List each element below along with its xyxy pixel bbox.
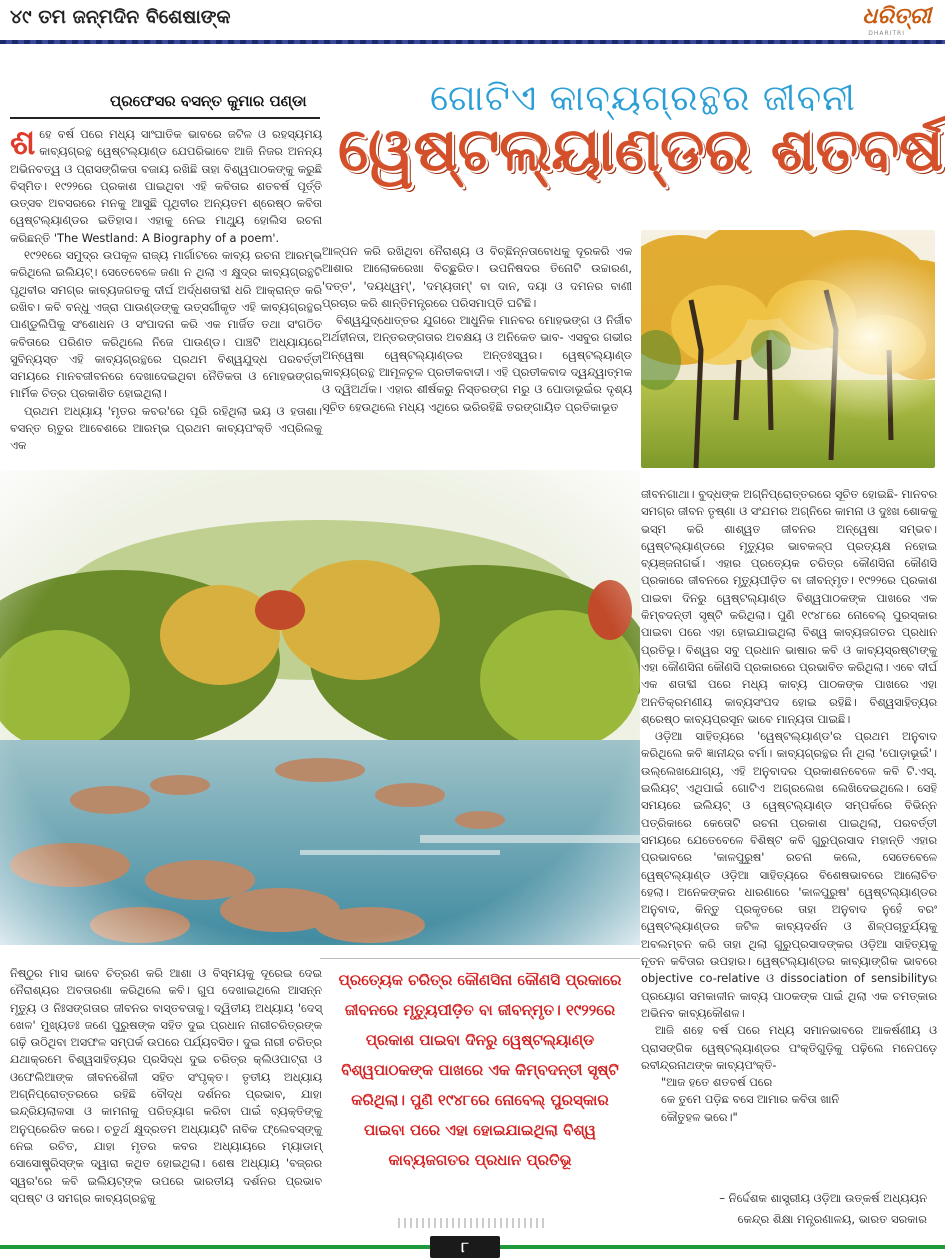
footer-ornament — [398, 1218, 548, 1228]
article-headline: ୱେଷ୍ଟଲ୍ୟାଣ୍ଡର ଶତବର୍ଷ — [338, 115, 944, 185]
page-header — [0, 0, 945, 44]
issue-label: ୪୯ ତମ ଜନ୍ମଦିନ ବିଶେଷାଙ୍କ — [10, 6, 231, 28]
paragraph: ହେ ବର୍ଷ ପରେ ମଧ୍ୟ ସାଂଘାତିକ ଭାବରେ ଜଟିଳ ଓ ରହସ୍ୟମୟ କାବ୍ୟଗ୍ରନ୍ଥ ୱେଷ୍ଟଲ୍ୟାଣ୍ଡ ଯେପରିଭାବେ ଆଜି ନିଜର ଅନନ୍ୟ ଅଭିନବତ୍ୱ ଓ ପ୍ରାସଙ୍ଗିକତା ବଜାୟ ରଖିଛି ତାହା ବିଶ୍ୱପାଠକଙ୍କୁ କରୁଛି ବିସ୍ମିତ। ୧୯୨୨ରେ ପ୍ରକାଶ ପାଇଥିବା ଏହି କବିତାର ଶତବର୍ଷ ପୂର୍ତ୍ତି ଉତ୍ସବ ଅବସରରେ ମନକୁ ଆସୁଛି ପୃଥିବୀର ଅନ୍ୟତମ ଶ୍ରେଷ୍ଠ କବିତା ୱେଷ୍ଟଲ୍ୟାଣ୍ଡର ଇତିହାସ। ଏହାକୁ ନେଇ ମାଥ୍ୟୁ ହୋଲିସ ରଚନା କରିଛନ୍ତି 'The Westland: A Biography of a poem'. — [10, 127, 322, 245]
author-byline: ପ୍ରଫେସର ବସନ୍ତ କୁମାର ପଣ୍ଡା — [110, 92, 307, 110]
paragraph: ଆଜି ଶହେ ବର୍ଷ ପରେ ମଧ୍ୟ ସମାନଭାବରେ ଆକର୍ଷଣୀୟ ଓ ପ୍ରାସଙ୍ଗିକ ୱେଷ୍ଟଲ୍ୟାଣ୍ଡର ପଂକ୍ତିଗୁଡ଼ିକୁ ପଢ଼ିଲେ ମନେପଡ଼େ ରବୀନ୍ଦ୍ରନାଥଙ୍କ କାବ୍ୟପଂକ୍ତି- — [641, 1023, 937, 1072]
column-1-bottom — [10, 965, 322, 1207]
paragraph: ୧୯୨୧ରେ ସମୁଦ୍ର ଉପକୂଳ ରାଜ୍ୟ ମାର୍ଗାଟରେ କାବ୍ୟ ରଚନା ଆରମ୍ଭ କରିଥିଲେ ଇଲିୟଟ୍। ସେତେବେଳେ ଜଣା ନ ଥିଲା ଏ କ୍ଷୁଦ୍ର କାବ୍ୟଗ୍ରନ୍ଥଟି ପୃଥିବୀର ସମଗ୍ର କାବ୍ୟଜଗତକୁ ଦୀର୍ଘ ଅର୍ଦ୍ଧଶତାବ୍ଦୀ ଧରି ଆକ୍ରାନ୍ତ କରି ରଖିବ। କବି ବନ୍ଧୁ ଏଜ୍ରା ପାଉଣ୍ଡଙ୍କୁ ଉତ୍ସର୍ଗୀକୃତ ଏହି କାବ୍ୟଗ୍ରନ୍ଥର ପାଣ୍ଡୁଲିପିକୁ ସଂଶୋଧନ ଓ ସଂପାଦନା କରି ଏକ ମାର୍ଜିତ ତଥା ସଂଗଠିତ କବିତାରେ ପରିଣତ କରିଥିଲେ ନିଜେ ପାଉଣ୍ଡ। ପାଞ୍ଚଟି ଅଧ୍ୟାୟରେ ସୁବିନ୍ୟସ୍ତ ଏହି କାବ୍ୟଗ୍ରନ୍ଥରେ ପ୍ରଥମ ବିଶ୍ୱଯୁଦ୍ଧ ପରବର୍ତ୍ତୀ ସମୟରେ ମାନବଜୀବନରେ ଦେଖାଦେଇଥିବା ନୈତିକତା ଓ ମୋହଭଙ୍ଗର ମାର୍ମିକ ଚିତ୍ର ପ୍ରକାଶିତ ହୋଇଥିଲା। — [10, 248, 322, 401]
column-2-top — [322, 243, 632, 416]
brand-logo: ଧରିତ୍ରୀ — [862, 4, 931, 29]
paragraph: ପ୍ରଥମ ଅଧ୍ୟାୟ 'ମୃତର କବର'ରେ ପୂରି ରହିଥିଲା ଭୟ ଓ ହତାଶା। ବସନ୍ତ ଋତୁର ଆବେଶରେ ଆରମ୍ଭ ପ୍ରଥମ କାବ୍ୟପଂକ୍ତି ଏପ୍ରିଲକୁ ଏକ — [10, 403, 322, 453]
page-number: ୮ — [430, 1236, 500, 1258]
paragraph: ଆଳ୍ପନ କରି ରଖିଥିବା ନୈରାଶ୍ୟ ଓ ବିଚ୍ଛିନ୍ନତାବୋଧକୁ ଦୂରକରି ଏକ ଆଶାର ଆଲୋକରେଖା ବିଚ୍ଛୁରିତ। ଉପନିଷଦର ତିନୋଟି ଉଚ୍ଚାରଣ, 'ଦତ୍ତ', 'ଦୟଧ୍ୱମ୍', 'ଦମ୍ୟତାମ୍' ବା ଦାନ, ଦୟା ଓ ଦମନର ବାଣୀ ପ୍ରଚାର କରି ଶାନ୍ତିମନ୍ତ୍ରରେ ପରିସମାପ୍ତି ଘଟିଛି। — [322, 244, 632, 310]
poem-line: କେ ତୁମେ ପଡ଼ିଛ ବସେ ଆମାର କବିତା ଖାନି — [661, 1092, 840, 1107]
article-kicker: ଗୋଟିଏ କାବ୍ୟଗ୍ରନ୍ଥର ଜୀବନୀ — [430, 78, 856, 119]
paragraph: ଜୀବନଗାଥା। ବୁଦ୍ଧଙ୍କ ଅଗ୍ନିପ୍ରୋତ୍ତରରେ ସୂଚିତ ହୋଇଛି- ମାନବର ସମଗ୍ର ଜୀବନ ତୃଷ୍ଣା ଓ ସଂଯମର ଅଗ୍ନିରେ କାମନା ଓ ଦୁଃଖ ଶୋକକୁ ଭସ୍ମ କରି ଶାଶ୍ୱତ ଜୀବନର ଅନ୍ୱେଷା ସମ୍ଭବ। ୱେଷ୍ଟଲ୍ୟାଣ୍ଡରେ ମୃତ୍ୟୁର ଭାବକଳ୍ପ ପ୍ରତ୍ୟକ୍ଷ ନହୋଇ ବ୍ୟଞ୍ଜନାଗର୍ଭ। ଏହାର ପ୍ରତ୍ୟେକ ଚରିତ୍ର କୌଣସିନା କୌଣସି ପ୍ରକାରେ ଜୀବନରେ ମୃତ୍ୟୁପୀଡ଼ିତ ବା ଜୀବନ୍ମୃତ। ୧୯୨୨ରେ ପ୍ରକାଶ ପାଇବା ଦିନରୁ ୱେଷ୍ଟଲ୍ୟାଣ୍ଡ ବିଶ୍ୱପାଠକଙ୍କ ପାଖରେ ଏକ କିମ୍ବଦନ୍ତୀ ସୃଷ୍ଟି କରିଥିଲା। ପୁଣି ୧୯୪୮ରେ ନୋବେଲ୍ ପୁରସ୍କାର ପାଇବା ପରେ ଏହା ହୋଇଯାଇଥିଲା ବିଶ୍ୱ କାବ୍ୟଜଗତର ପ୍ରଧାନ ପ୍ରତିଭୂ। ବିଶ୍ୱର ସବୁ ପ୍ରଧାନ ଭାଷାର କବି ଓ କାବ୍ୟସ୍ରଷ୍ଟାଙ୍କୁ ଏହା କୌଣସିନା କୌଣସି ପ୍ରକାରରେ ପ୍ରଭାବିତ କରିଥିଲା। ଏବେ ଦୀର୍ଘ ଏକ ଶତାବ୍ଦୀ ପରେ ମଧ୍ୟ କାବ୍ୟ ପାଠକଙ୍କ ପାଖରେ ଏହା ଅନତିକ୍ରମଣୀୟ କାବ୍ୟସଂପଦ ହୋଇ ରହିଛି। ବିଶ୍ୱସାହିତ୍ୟର ଶ୍ରେଷ୍ଠ କାବ୍ୟପ୍ରସୂନ ଭାବେ ମାନ୍ୟତା ପାଇଛି। — [641, 487, 937, 726]
poem-quote — [641, 1074, 937, 1126]
autumn-trees-photo — [641, 230, 935, 468]
byline-rule — [10, 117, 320, 119]
column-3 — [641, 486, 937, 1126]
drop-cap: ଶ — [10, 123, 36, 163]
paragraph: ବିଶ୍ୱଯୁଦ୍ଧୋତ୍ତର ଯୁଗରେ ଆଧୁନିକ ମାନବର ମୋହଭଙ୍ଗ ଓ ନିର୍ଜୀବ ଅର୍ଥହୀନତା, ଅନ୍ତରଙ୍ଗତାର ଅବକ୍ଷୟ ଓ ଅନିକେତ ଭାବ- ଏସବୁର ଗଭୀର ଅନ୍ୱେଷା ୱେଷ୍ଟଲ୍ୟାଣ୍ଡର ଅନ୍ତଃସ୍ୱର। ୱେଷ୍ଟଲ୍ୟାଣ୍ଡ କାବ୍ୟଗ୍ରନ୍ଥ ଆମୂଳଚୂଳ ପ୍ରତୀକବାଦୀ। ଏହି ପ୍ରତୀକବାଦ ଦ୍ୱନ୍ଦ୍ୱାତ୍ମକ ଓ ଦ୍ୱିଅର୍ଥକ। ଏହାର ଶୀର୍ଷକରୁ ନିସ୍ତରଙ୍ଗ ମରୁ ଓ ପୋଡାଭୂଇଁର ଦୃଶ୍ୟ ସୂଚିତ ହେଉଥିଲେ ମଧ୍ୟ ଏଥିରେ ଭରିରହିଛି ତରଙ୍ଗାୟିତ ପ୍ରତିକାଭୂତ — [322, 313, 632, 414]
credit-line: କେନ୍ଦ୍ର ଶିକ୍ଷା ମନ୍ତ୍ରଣାଳୟ, ଭାରତ ସରକାର — [737, 1212, 927, 1226]
river-forest-photo — [0, 470, 640, 945]
column-1-top — [10, 123, 322, 455]
poem-line: "ଆଜ ହତେ ଶତବର୍ଷ ପରେ — [661, 1075, 773, 1090]
quote-rule — [320, 958, 640, 959]
page-footer — [0, 1236, 945, 1258]
pull-quote: ପ୍ରତ୍ୟେକ ଚରିତ୍ର କୌଣସିନା କୌଣସି ପ୍ରକାରେ ଜୀବନରେ ମୃତ୍ୟୁପୀଡ଼ିତ ବା ଜୀବନ୍ମୃତ। ୧୯୨୨ରେ ପ୍ରକାଶ ପାଇବା ଦିନରୁ ୱେଷ୍ଟଲ୍ୟାଣ୍ଡ ବିଶ୍ୱପାଠକଙ୍କ ପାଖରେ ଏକ କିମ୍ବଦନ୍ତୀ ସୃଷ୍ଟି କରିଥିଲା। ପୁଣି ୧୯୪୮ରେ ନୋବେଲ୍ ପୁରସ୍କାର ପାଇବା ପରେ ଏହା ହୋଇଯାଇଥିଲା ବିଶ୍ୱ କାବ୍ୟଜଗତର ପ୍ରଧାନ ପ୍ରତିଭୂ — [338, 971, 622, 1169]
brand-sub: DHARITRI — [868, 30, 905, 37]
paragraph: ନିଷ୍ଠୁର ମାସ ଭାବେ ଚିତ୍ରଣ କରି ଆଶା ଓ ବିସ୍ମୟକୁ ଦୂରେଇ ଦେଇ ନୈରାଶ୍ୟର ଅବତାରଣା କରିଥିଲେ କବି। ଗୁପ ଦେଖାଇଥିଲେ ଆସନ୍ନ ମୃତ୍ୟୁ ଓ ନିଃସଙ୍ଗତାର ଜୀବନର ବାସ୍ତବତାକୁ। ଦ୍ୱିତୀୟ ଅଧ୍ୟାୟ 'ଦେସ୍ ଖେଳ' ମୁଖ୍ୟତଃ ଜଣେ ପୁରୁଷଙ୍କ ସହିତ ଦୁଇ ପ୍ରଧାନ ନାରୀଚରିତ୍ରଙ୍କ ଗଢ଼ି ଉଠିଥିବା ଅସଫଳ ସମ୍ପର୍କ ଉପରେ ପର୍ଯ୍ୟବସିତ। ଦୁଇ ନାରୀ ଚରିତ୍ର ଯଥାକ୍ରମେ ବିଶ୍ୱସାହିତ୍ୟର ପ୍ରସିଦ୍ଧ ଦୁଇ ଚରିତ୍ର କ୍ଲିଓପାଟ୍ରା ଓ ଓଫେଲିଆଙ୍କ ଜୀବନଶୈଳୀ ସହିତ ସଂପୃକ୍ତ। ତୃତୀୟ ଅଧ୍ୟାୟ ଅଗ୍ନିପ୍ରୋତ୍ତରରେ ରହିଛି ବୌଦ୍ଧ ଦର୍ଶନର ପ୍ରଭାବ, ଯାହା ଇନ୍ଦ୍ରିୟଲାଳସା ଓ କାମନାକୁ ପରିତ୍ୟାଗ କରିବା ପାଇଁ ବ୍ୟକ୍ତିଙ୍କୁ ଅନୁପ୍ରେରିତ କରେ। ଚତୁର୍ଥ କ୍ଷୁଦ୍ରତମ ଅଧ୍ୟାୟଟି ନାବିକ ଫ୍ଲେବସ୍‌ଙ୍କୁ ନେଇ ରଚିତ, ଯାହା ମୃତର କବର ଅଧ୍ୟାୟରେ ମ୍ୟାଡାମ୍ ସୋସୋଷ୍ଟ୍ରିସ୍‌ଙ୍କ ଦ୍ୱାରା କଥିତ ହୋଇଥିଲା। ଶେଷ ଅଧ୍ୟାୟ 'ବଜ୍ରର ସ୍ୱର'ରେ କବି ଇଲିୟଟ୍‌ଙ୍କ ଉପରେ ଭାରତୀୟ ଦର୍ଶନର ପ୍ରଭାବ ସ୍ପଷ୍ଟ ଓ ସମଗ୍ର କାବ୍ୟଗ୍ରନ୍ଥକୁ — [10, 966, 322, 1205]
author-credit — [719, 1188, 927, 1230]
paragraph: ଓଡ଼ିଆ ସାହିତ୍ୟରେ 'ୱେଷ୍ଟଲ୍ୟାଣ୍ଡ'ର ପ୍ରଥମ ଅନୁବାଦ କରିଥିଲେ କବି ଜ୍ଞାନୀନ୍ଦ୍ର ବର୍ମା। କାବ୍ୟଗ୍ରନ୍ଥର ନାଁ ଥିଲା 'ପୋଡ଼ାଭୂଇଁ'। ଉଲ୍ଲେଖଯୋଗ୍ୟ, ଏହି ଅନୁବାଦର ପ୍ରକାଶନବେଳେ କବି ଟି.ଏସ୍. ଇଲିୟଟ୍ ଏଥିପାଇଁ ଗୋଟିଏ ଅଗ୍ରଲେଖ ଲେଖିଦେଇଥିଲେ। ସେହି ସମୟରେ ଇଲିୟଟ୍ ଓ ୱେଷ୍ଟଲ୍ୟାଣ୍ଡ ସମ୍ପର୍କରେ ବିଭିନ୍ନ ପତ୍ରିକାରେ କେତୋଟି ରଚନା ପ୍ରକାଶ ପାଇଥିଲା, ପରବର୍ତ୍ତୀ ସମୟରେ ଯେତେବେଳେ ବିଶିଷ୍ଟ କବି ଗୁରୁପ୍ରସାଦ ମହାନ୍ତି ଏହାର ପ୍ରଭାବରେ 'କାଳପୁରୁଷ' ରଚନା କଲେ, ସେତେବେଳେ ୱେଷ୍ଟଲ୍ୟାଣ୍ଡ ଓଡ଼ିଆ ସାହିତ୍ୟରେ ବିଶେଷଭାବରେ ଆଲୋଚିତ ହେଲା। ଅନେକଙ୍କର ଧାରଣାରେ 'କାଳପୁରୁଷ' ୱେଷ୍ଟଲ୍ୟାଣ୍ଡର ଅନୁବାଦ, କିନ୍ତୁ ପ୍ରକୃତରେ ତାହା ଅନୁବାଦ ନୁହେଁ ବରଂ ୱେଷ୍ଟଲ୍ୟାଣ୍ଡର ଜଟିଳ କାବ୍ୟଦର୍ଶନ ଓ ଶିଳ୍ପଚାତୁର୍ଯ୍ୟକୁ ଅବଲମ୍ବନ କରି ତାହା ଥିଲା ଗୁରୁପ୍ରସାଦଙ୍କର ଓଡ଼ିଆ ସାହିତ୍ୟକୁ ନୂତନ କବିତାର ଉପହାର। ୱେଷ୍ଟଲ୍ୟାଣ୍ଡର କାବ୍ୟାଙ୍ଗିକ ଭାବରେ objective co-relative ଓ dissociation of sensibilityର ପ୍ରୟୋଗ ସମକାଳୀନ କାବ୍ୟ ପାଠକଙ୍କ ପାଇଁ ଥିଲା ଏକ ଚମତ୍କାର ଅଭିନବ କାବ୍ୟକୌଶଳ। — [641, 729, 937, 1020]
header-rule — [0, 40, 945, 44]
poem-line: କୌତୁହଳ ଭରେ।" — [661, 1109, 738, 1124]
credit-line: – ନିର୍ଦ୍ଦେଶକ ଶାସ୍ତ୍ରୀୟ ଓଡ଼ିଆ ଉତ୍କର୍ଷ ଅଧ୍ୟୟନ — [719, 1191, 927, 1205]
